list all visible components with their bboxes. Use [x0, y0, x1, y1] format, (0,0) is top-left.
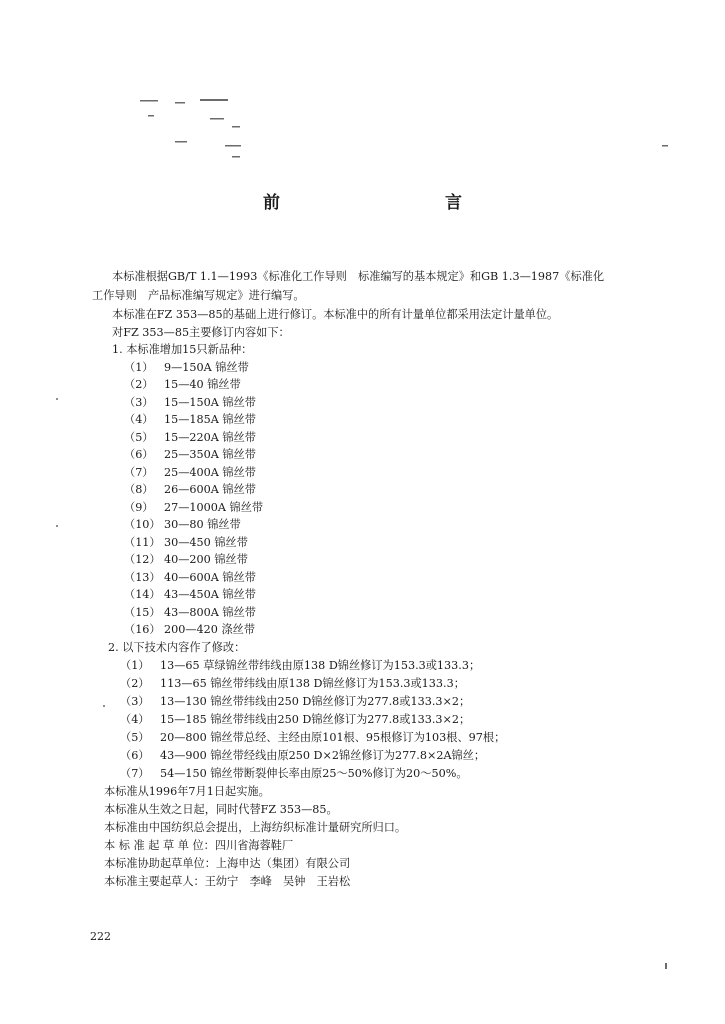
intro-line-4: 对FZ 353—85主要修订内容如下： [112, 326, 290, 339]
intro-line-2: 工作导则 产品标准编写规定》进行编写。 [92, 289, 305, 302]
list-item: （9） 27—1000A 锦丝带 [124, 501, 264, 514]
list-item: （8） 26—600A 锦丝带 [124, 483, 256, 496]
list-item: （5） 20—800 锦丝带总经、主经由原101根、95根修订为103根、97根； [120, 731, 506, 744]
closing-line-5: 本标准协助起草单位：上海申达（集团）有限公司 [104, 857, 351, 870]
list-item: （2） 113—65 锦丝带纬线由原138 D锦丝修订为153.3或133.3； [120, 677, 465, 690]
list-item: （10） 30—80 锦丝带 [124, 518, 241, 531]
list-item: （4） 15—185A 锦丝带 [124, 413, 256, 426]
list-item: （13） 40—600A 锦丝带 [124, 571, 256, 584]
list-item: （3） 15—150A 锦丝带 [124, 396, 256, 409]
list-item: （16） 200—420 涤丝带 [124, 623, 256, 636]
list-item: （1） 13—65 草绿锦丝带纬线由原138 D锦丝修订为153.3或133.3； [120, 659, 481, 672]
section1-heading: 1. 本标准增加15只新品种： [112, 343, 253, 356]
closing-line-3: 本标准由中国纺织总会提出，上海纺织标准计量研究所归口。 [104, 821, 407, 834]
list-item: （7） 54—150 锦丝带断裂伸长率由原25～50%修订为20～50%。 [120, 767, 468, 780]
list-item: （2） 15—40 锦丝带 [124, 378, 241, 391]
closing-line-1: 本标准从1996年7月1日起实施。 [104, 785, 270, 798]
list-item: （5） 15—220A 锦丝带 [124, 431, 256, 444]
list-item: （6） 43—900 锦丝带经线由原250 D×2锦丝修订为277.8×2A锦丝； [120, 749, 486, 762]
closing-line-4: 本 标 准 起 草 单 位：四川省海蓉鞋厂 [104, 839, 294, 852]
list-item: （6） 25—350A 锦丝带 [124, 448, 256, 461]
intro-line-1: 本标准根据GB/T 1.1—1993《标准化工作导则 标准编写的基本规定》和GB 1.3—1987《标准化 [112, 270, 605, 283]
intro-line-3: 本标准在FZ 353—85的基础上进行修订。本标准中的所有计量单位都采用法定计量单位。 [112, 308, 559, 321]
page-number: 222 [90, 930, 111, 943]
list-item: （11） 30—450 锦丝带 [124, 536, 248, 549]
list-item: （4） 15—185 锦丝带纬线由250 D锦丝修订为277.8或133.3×2； [120, 713, 471, 726]
closing-line-2: 本标准从生效之日起，同时代替FZ 353—85。 [104, 803, 338, 816]
closing-line-6: 本标准主要起草人：王幼宁 李峰 吴钟 王岩松 [104, 875, 351, 888]
list-item: （12） 40—200 锦丝带 [124, 553, 248, 566]
list-item: （15） 43—800A 锦丝带 [124, 606, 256, 619]
list-item: （3） 13—130 锦丝带纬线由250 D锦丝修订为277.8或133.3×2； [120, 695, 471, 708]
section2-heading: 2. 以下技术内容作了修改： [108, 641, 246, 654]
page-title: 前 言 [263, 193, 536, 213]
list-item: （1） 9—150A 锦丝带 [124, 361, 249, 374]
list-item: （7） 25—400A 锦丝带 [124, 466, 256, 479]
list-item: （14） 43—450A 锦丝带 [124, 588, 256, 601]
